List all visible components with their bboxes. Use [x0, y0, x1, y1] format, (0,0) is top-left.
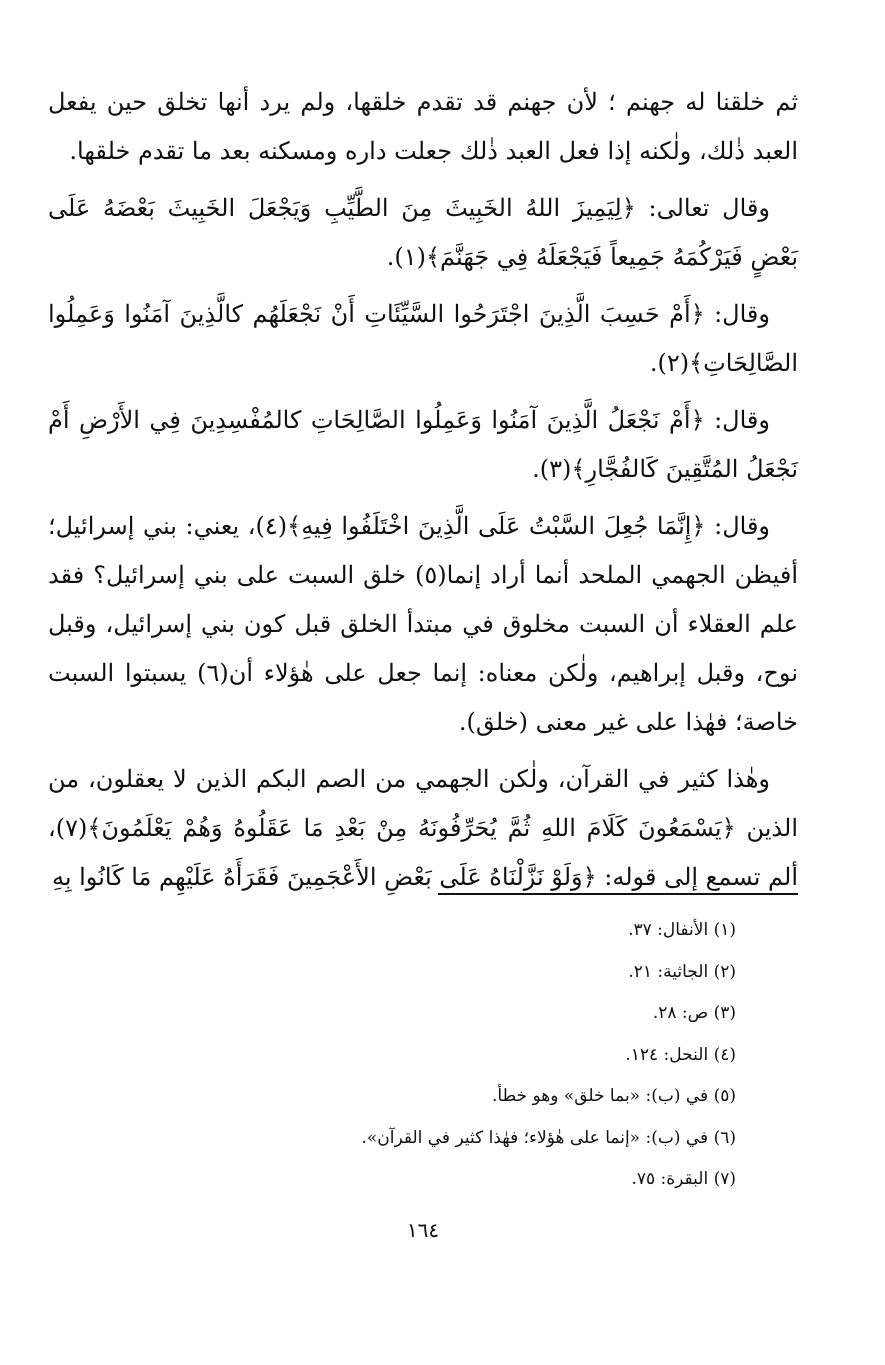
footnote-6: (٦) في (ب): «إنما على هٰؤلاء؛ فهٰذا كثير في القرآن». [361, 1127, 736, 1148]
footnote-4: (٤) النحل: ١٢٤. [625, 1044, 736, 1065]
paragraph-4: وقال: ﴿أَمْ نَجْعَلُ الَّذِينَ آمَنُوا وَعَمِلُوا الصَّالِحَاتِ كالمُفْسِدِينَ فِي الأَرْضِ أَمْ نَجْعَلُ المُتَّقِينَ كَالفُجَّارِ﴾(٣). [48, 406, 798, 483]
footnote-2: (٢) الجاثية: ٢١. [628, 961, 736, 982]
footnote-7: (٧) البقرة: ٧٥. [631, 1169, 736, 1189]
footnote-list [216, 910, 736, 1201]
footnote-5: (٥) في (ب): «بما خلق» وهو خطأ. [492, 1086, 736, 1106]
document-page [48, 78, 798, 1278]
paragraph-1: ثم خلقنا له جهنم ؛ لأن جهنم قد تقدم خلقها، ولم يرد أنها تخلق حين يفعل العبد ذٰلك، ولٰكنه إذا فعل العبد ذٰلك جعلت داره ومسكنه بعد ما تقدم خلقها. [48, 88, 798, 165]
paragraph-5: وقال: ﴿إِنَّمَا جُعِلَ السَّبْتُ عَلَى الَّذِينَ اخْتَلَفُوا فِيهِ﴾(٤)، يعني: بني إسرائيل؛ أفيظن الجهمي الملحد أنما أراد إنما(٥) خلق السبت على بني إسرائيل؟ فقد علم العقلاء أن السبت مخلوق في مبتدأ الخلق قبل كون بني إسرائيل، وقبل نوح، وقبل إبراهيم، ولٰكن معناه: إنما جعل على هٰؤلاء أن(٦) يسبتوا السبت خاصة؛ فهٰذا على غير معنى (خلق). [48, 512, 799, 736]
page-number: ١٦٤ [406, 1218, 440, 1242]
footnote-divider [438, 893, 798, 895]
footnote-3: (٣) ص: ٢٨. [652, 1003, 736, 1023]
paragraph-6: وهٰذا كثير في القرآن، ولٰكن الجهمي من الصم البكم الذين لا يعقلون، من الذين ﴿يَسْمَعُونَ كَلَامَ اللهِ ثُمَّ يُحَرِّفُونَهُ مِنْ بَعْدِ مَا عَقَلُوهُ وَهُمْ يَعْلَمُونَ﴾(٧)، ألم تسمع إلى قوله: ﴿وَلَوْ نَزَّلْنَاهُ عَلَى بَعْضِ الأَعْجَمِينَ فَقَرَأَهُ عَلَيْهِم مَا كَانُوا بِهِ [48, 765, 798, 891]
paragraph-3: وقال: ﴿أَمْ حَسِبَ الَّذِينَ اجْتَرَحُوا السَّيِّئَاتِ أَنْ نَجْعَلَهُم كالَّذِينَ آمَنُوا وَعَمِلُوا الصَّالِحَاتِ﴾(٢). [48, 300, 798, 377]
footnote-1: (١) الأنفال: ٣٧. [628, 920, 736, 940]
paragraph-2: وقال تعالى: ﴿لِيَمِيزَ اللهُ الخَبِيثَ مِنَ الطَّيِّبِ وَيَجْعَلَ الخَبِيثَ بَعْضَهُ عَلَى بَعْضٍ فَيَرْكُمَهُ جَمِيعاً فَيَجْعَلَهُ فِي جَهَنَّمَ﴾(١). [48, 194, 798, 271]
